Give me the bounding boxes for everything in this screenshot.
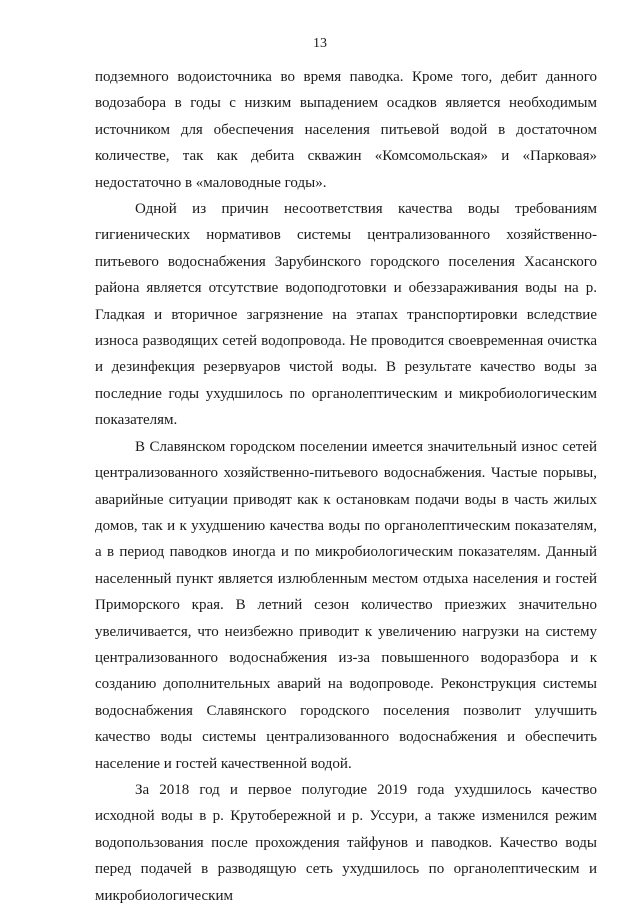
- document-body: [95, 64, 597, 909]
- paragraph-2018-2019-water-quality: За 2018 год и первое полугодие 2019 года ухудшилось качество исходной воды в р. Крутобережной и р. Уссури, а также изменился режим водопользования после прохождения тайфунов и паводков. Качество воды перед подачей в разводящую сеть ухудшилось по органолептическим и микробиологическим: [95, 781, 597, 904]
- page-number: 13: [313, 36, 327, 51]
- paragraph-continuation: подземного водоисточника во время паводка. Кроме того, дебит данного водозабора в годы с низким выпадением осадков является необходимым источником для обеспечения населения питьевой водой в достаточном количестве, так как дебита скважин «Комсомольская» и «Парковая» недостаточно в «маловодные годы».: [95, 69, 597, 191]
- paragraph-slavyanka-network-wear: В Славянском городском поселении имеется значительный износ сетей централизованного хозяйственно-питьевого водоснабжения. Частые порывы, аварийные ситуации приводят как к остановкам подачи воды в часть жилых домов, так и к ухудшению качества воды по органолептическим показателям, а в период паводков иногда и по микробиологическим показателям. Данный населенный пункт является излюбленным местом отдыха населения и гостей Приморского края. В летний сезон количество приезжих значительно увеличивается, что неизбежно приводит к увеличению нагрузки на систему централизованного водоснабжения из-за повышенного водоразбора и к созданию дополнительных аварий на водопроводе. Реконструкция системы водоснабжения Славянского городского поселения позволит улучшить качество воды системы централизованного водоснабжения и обеспечить население и гостей качественной водой.: [95, 438, 597, 772]
- paragraph-zarubino-water-quality: Одной из причин несоответствия качества воды требованиям гигиенических нормативов системы централизованного хозяйственно-питьевого водоснабжения Зарубинского городского поселения Хасанского района является отсутствие водоподготовки и обеззараживания воды на р. Гладкая и вторичное загрязнение на этапах транспортировки вследствие износа разводящих сетей водопровода. Не проводится своевременная очистка и дезинфекция резервуаров чистой воды. В результате качество воды за последние годы ухудшилось по органолептическим и микробиологическим показателям.: [95, 201, 597, 429]
